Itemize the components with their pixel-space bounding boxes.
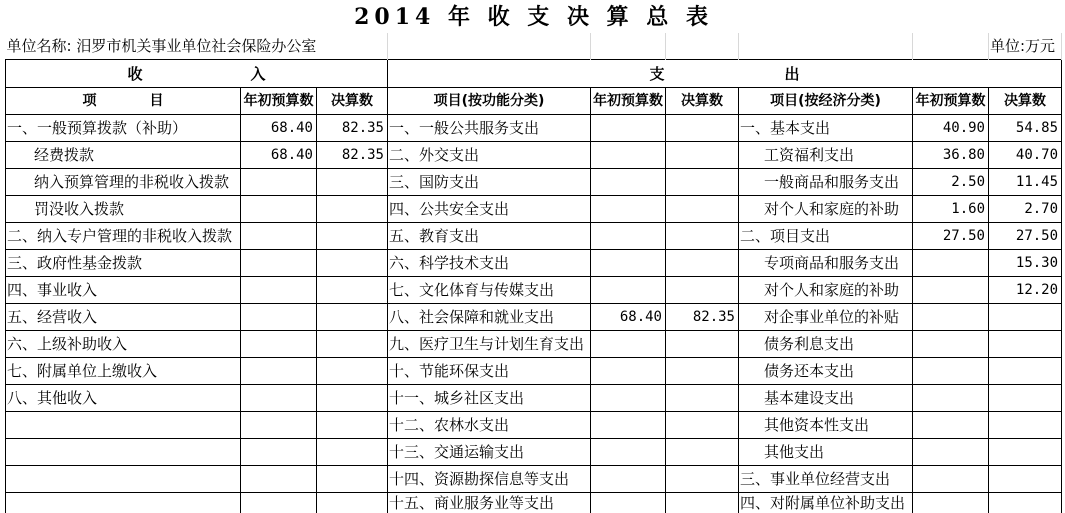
empty-cell[interactable] [666, 33, 739, 60]
unit-row [6, 33, 1062, 60]
income-item-cell[interactable] [6, 439, 241, 466]
income-budget-cell[interactable] [241, 196, 317, 223]
function-item-cell[interactable]: 十五、商业服务业等支出 [388, 493, 591, 513]
economic-final-cell[interactable] [989, 358, 1062, 385]
function-final-cell[interactable] [666, 115, 739, 142]
expense-section-header[interactable] [388, 60, 1062, 88]
function-item-cell[interactable]: 四、公共安全支出 [388, 196, 591, 223]
economic-final-cell[interactable] [989, 412, 1062, 439]
function-budget-cell[interactable] [591, 358, 666, 385]
table-row [6, 466, 1062, 493]
economic-budget-cell[interactable] [913, 439, 989, 466]
function-item-cell[interactable]: 七、文化体育与传媒支出 [388, 277, 591, 304]
item-header-char: 项 [83, 92, 97, 110]
column-header-function-final[interactable]: 决算数 [666, 88, 739, 115]
function-item-cell[interactable]: 五、教育支出 [388, 223, 591, 250]
income-budget-cell[interactable] [241, 304, 317, 331]
expense-header-char: 支 [650, 65, 665, 83]
income-budget-cell[interactable] [241, 493, 317, 513]
function-budget-cell[interactable] [591, 331, 666, 358]
function-budget-cell[interactable]: 68.40 [591, 304, 666, 331]
income-final-cell[interactable] [317, 412, 388, 439]
economic-item-cell[interactable]: 基本建设支出 [739, 385, 913, 412]
economic-budget-cell[interactable]: 1.60 [913, 196, 989, 223]
income-final-cell[interactable] [317, 277, 388, 304]
income-item-cell[interactable]: 二、纳入专户管理的非税收入拨款 [6, 223, 241, 250]
function-budget-cell[interactable] [591, 196, 666, 223]
economic-final-cell[interactable] [989, 331, 1062, 358]
economic-budget-cell[interactable] [913, 358, 989, 385]
income-item-cell[interactable]: 一、一般预算拨款（补助） [6, 115, 241, 142]
table-title[interactable]: 2014 年 收 支 决 算 总 表 [6, 0, 1062, 33]
column-header-economic-item[interactable]: 项目(按经济分类) [739, 88, 913, 115]
table-row [6, 331, 1062, 358]
economic-budget-cell[interactable] [913, 277, 989, 304]
function-budget-cell[interactable] [591, 169, 666, 196]
income-item-cell[interactable]: 罚没收入拨款 [6, 196, 241, 223]
economic-final-cell[interactable]: 2.70 [989, 196, 1062, 223]
function-budget-cell[interactable] [591, 439, 666, 466]
economic-budget-cell[interactable] [913, 250, 989, 277]
function-item-cell[interactable]: 一、一般公共服务支出 [388, 115, 591, 142]
economic-budget-cell[interactable] [913, 304, 989, 331]
table-row [6, 250, 1062, 277]
economic-item-cell[interactable]: 专项商品和服务支出 [739, 250, 913, 277]
economic-budget-cell[interactable] [913, 466, 989, 493]
table-row [6, 142, 1062, 169]
table-row [6, 115, 1062, 142]
function-item-cell[interactable]: 二、外交支出 [388, 142, 591, 169]
item-header-char: 目 [150, 92, 164, 110]
function-budget-cell[interactable] [591, 142, 666, 169]
economic-budget-cell[interactable] [913, 493, 989, 513]
income-final-cell[interactable]: 82.35 [317, 142, 388, 169]
economic-budget-cell[interactable]: 2.50 [913, 169, 989, 196]
function-final-cell[interactable] [666, 277, 739, 304]
table-head [6, 0, 1062, 115]
function-item-cell[interactable]: 六、科学技术支出 [388, 250, 591, 277]
table-row [6, 439, 1062, 466]
income-final-cell[interactable] [317, 331, 388, 358]
function-final-cell[interactable] [666, 385, 739, 412]
function-item-cell[interactable]: 八、社会保障和就业支出 [388, 304, 591, 331]
income-budget-cell[interactable] [241, 169, 317, 196]
income-final-cell[interactable] [317, 358, 388, 385]
function-item-cell[interactable]: 十二、农林水支出 [388, 412, 591, 439]
function-item-cell[interactable]: 九、医疗卫生与计划生育支出 [388, 331, 591, 358]
function-budget-cell[interactable] [591, 115, 666, 142]
income-item-cell[interactable]: 八、其他收入 [6, 385, 241, 412]
income-item-cell[interactable] [6, 493, 241, 513]
income-budget-cell[interactable] [241, 466, 317, 493]
income-final-cell[interactable] [317, 466, 388, 493]
function-item-cell[interactable]: 十四、资源勘探信息等支出 [388, 466, 591, 493]
income-final-cell[interactable] [317, 223, 388, 250]
economic-item-cell[interactable]: 对个人和家庭的补助 [739, 277, 913, 304]
function-final-cell[interactable] [666, 250, 739, 277]
function-item-cell[interactable]: 十一、城乡社区支出 [388, 385, 591, 412]
table-row [6, 277, 1062, 304]
section-header-row [6, 60, 1062, 88]
income-final-cell[interactable] [317, 196, 388, 223]
function-item-cell[interactable]: 三、国防支出 [388, 169, 591, 196]
function-budget-cell[interactable] [591, 277, 666, 304]
function-final-cell[interactable] [666, 466, 739, 493]
column-header-function-budget[interactable]: 年初预算数 [591, 88, 666, 115]
function-budget-cell[interactable] [591, 223, 666, 250]
income-item-cell[interactable] [6, 466, 241, 493]
column-header-income-budget[interactable]: 年初预算数 [241, 88, 317, 115]
column-header-function-item[interactable]: 项目(按功能分类) [388, 88, 591, 115]
function-final-cell[interactable] [666, 223, 739, 250]
function-final-cell[interactable] [666, 331, 739, 358]
income-budget-cell[interactable] [241, 439, 317, 466]
function-budget-cell[interactable] [591, 412, 666, 439]
currency-unit-cell[interactable]: 单位:万元 [989, 33, 1062, 60]
income-final-cell[interactable] [317, 439, 388, 466]
empty-cell[interactable] [388, 33, 591, 60]
income-item-header-text [6, 92, 240, 110]
table-row [6, 196, 1062, 223]
economic-final-cell[interactable]: 11.45 [989, 169, 1062, 196]
income-item-cell[interactable]: 七、附属单位上缴收入 [6, 358, 241, 385]
function-budget-cell[interactable] [591, 385, 666, 412]
income-item-cell[interactable]: 四、事业收入 [6, 277, 241, 304]
column-header-economic-budget[interactable]: 年初预算数 [913, 88, 989, 115]
economic-item-cell[interactable]: 二、项目支出 [739, 223, 913, 250]
income-budget-cell[interactable] [241, 412, 317, 439]
income-final-cell[interactable] [317, 169, 388, 196]
income-section-header[interactable] [6, 60, 388, 88]
economic-item-cell[interactable]: 对企事业单位的补贴 [739, 304, 913, 331]
economic-item-cell[interactable]: 工资福利支出 [739, 142, 913, 169]
income-item-cell[interactable] [6, 412, 241, 439]
economic-budget-cell[interactable] [913, 412, 989, 439]
economic-budget-cell[interactable]: 27.50 [913, 223, 989, 250]
income-item-cell[interactable]: 三、政府性基金拨款 [6, 250, 241, 277]
economic-item-cell[interactable]: 其他支出 [739, 439, 913, 466]
column-header-row [6, 88, 1062, 115]
economic-final-cell[interactable]: 54.85 [989, 115, 1062, 142]
economic-item-cell[interactable]: 债务还本支出 [739, 358, 913, 385]
function-final-cell[interactable] [666, 169, 739, 196]
economic-item-cell[interactable]: 债务利息支出 [739, 331, 913, 358]
economic-budget-cell[interactable] [913, 331, 989, 358]
economic-budget-cell[interactable]: 36.80 [913, 142, 989, 169]
income-budget-cell[interactable] [241, 223, 317, 250]
table-row [6, 493, 1062, 513]
table-row [6, 169, 1062, 196]
economic-item-cell[interactable]: 对个人和家庭的补助 [739, 196, 913, 223]
income-final-cell[interactable] [317, 385, 388, 412]
table-row [6, 223, 1062, 250]
economic-final-cell[interactable]: 15.30 [989, 250, 1062, 277]
table-row [6, 358, 1062, 385]
empty-cell[interactable] [591, 33, 666, 60]
unit-name-cell[interactable]: 单位名称: 汨罗市机关事业单位社会保险办公室 [6, 33, 388, 60]
column-header-income-item[interactable] [6, 88, 241, 115]
function-final-cell[interactable] [666, 439, 739, 466]
income-budget-cell[interactable] [241, 385, 317, 412]
table-row [6, 304, 1062, 331]
function-final-cell[interactable] [666, 196, 739, 223]
economic-final-cell[interactable] [989, 439, 1062, 466]
income-header-char: 收 [127, 65, 142, 83]
economic-item-cell[interactable]: 一、基本支出 [739, 115, 913, 142]
function-final-cell[interactable]: 82.35 [666, 304, 739, 331]
economic-final-cell[interactable]: 40.70 [989, 142, 1062, 169]
function-budget-cell[interactable] [591, 493, 666, 513]
table-body [6, 115, 1062, 513]
column-header-economic-final[interactable]: 决算数 [989, 88, 1062, 115]
title-row [6, 0, 1062, 33]
function-final-cell[interactable] [666, 142, 739, 169]
economic-final-cell[interactable] [989, 493, 1062, 513]
function-budget-cell[interactable] [591, 466, 666, 493]
economic-item-cell[interactable]: 一般商品和服务支出 [739, 169, 913, 196]
economic-final-cell[interactable] [989, 466, 1062, 493]
column-header-income-final[interactable]: 决算数 [317, 88, 388, 115]
function-final-cell[interactable] [666, 412, 739, 439]
income-budget-cell[interactable] [241, 277, 317, 304]
income-final-cell[interactable] [317, 493, 388, 513]
economic-budget-cell[interactable] [913, 385, 989, 412]
empty-cell[interactable] [739, 33, 913, 60]
income-final-cell[interactable]: 82.35 [317, 115, 388, 142]
income-budget-cell[interactable]: 68.40 [241, 115, 317, 142]
function-item-cell[interactable]: 十三、交通运输支出 [388, 439, 591, 466]
function-final-cell[interactable] [666, 358, 739, 385]
income-budget-cell[interactable] [241, 250, 317, 277]
function-item-cell[interactable]: 十、节能环保支出 [388, 358, 591, 385]
economic-item-cell[interactable]: 三、事业单位经营支出 [739, 466, 913, 493]
function-budget-cell[interactable] [591, 250, 666, 277]
income-final-cell[interactable] [317, 304, 388, 331]
economic-final-cell[interactable]: 12.20 [989, 277, 1062, 304]
table-row [6, 385, 1062, 412]
income-header-char: 入 [251, 65, 266, 83]
income-item-cell[interactable]: 六、上级补助收入 [6, 331, 241, 358]
income-item-cell[interactable]: 经费拨款 [6, 142, 241, 169]
economic-final-cell[interactable] [989, 385, 1062, 412]
income-item-cell[interactable]: 纳入预算管理的非税收入拨款 [6, 169, 241, 196]
economic-final-cell[interactable]: 27.50 [989, 223, 1062, 250]
economic-item-cell[interactable]: 四、对附属单位补助支出 [739, 493, 913, 513]
economic-budget-cell[interactable]: 40.90 [913, 115, 989, 142]
income-header-text [8, 65, 385, 83]
expense-header-text [390, 65, 1059, 83]
economic-item-cell[interactable]: 其他资本性支出 [739, 412, 913, 439]
income-budget-cell[interactable]: 68.40 [241, 142, 317, 169]
table-row [6, 412, 1062, 439]
budget-summary-table [5, 0, 1062, 513]
income-final-cell[interactable] [317, 250, 388, 277]
expense-header-char: 出 [785, 65, 800, 83]
income-item-cell[interactable]: 五、经营收入 [6, 304, 241, 331]
income-budget-cell[interactable] [241, 331, 317, 358]
function-final-cell[interactable] [666, 493, 739, 513]
income-budget-cell[interactable] [241, 358, 317, 385]
empty-cell[interactable] [913, 33, 989, 60]
economic-final-cell[interactable] [989, 304, 1062, 331]
